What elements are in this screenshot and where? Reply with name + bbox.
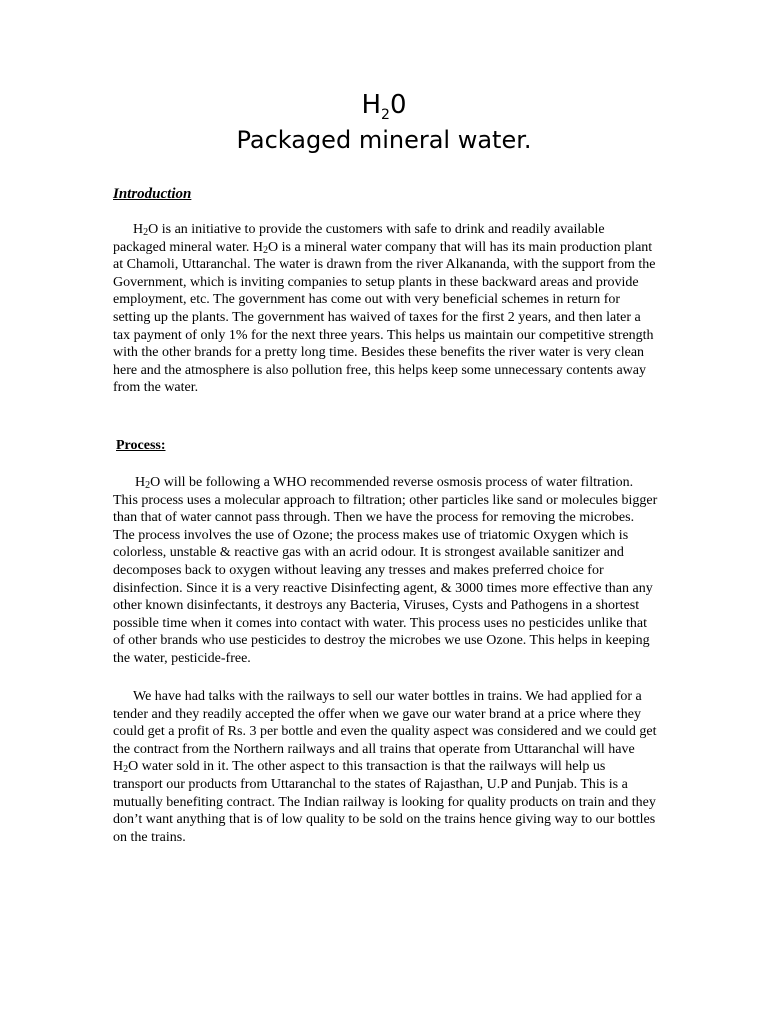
title-suffix: 0 [389, 90, 407, 120]
railways-h2o-sub: 2 [123, 764, 129, 776]
intro-h2o-sub-b: 2 [263, 244, 269, 256]
process-heading: Process: [116, 438, 166, 453]
railways-text-a: We have had talks with the railways to sell our water bottles in trains. We had applied for a tender and they readily accepted the offer when we gave our water brand at a price where they could get a profit of Rs. 3 per bottle and even the quality aspect was considered and we could get the contract from the Northern railways and all trains that operate from Uttaranchal will have H [113, 689, 657, 775]
introduction-heading: Introduction [113, 186, 192, 202]
intro-h2o-sub-a: 2 [143, 227, 149, 238]
process-h2o-sub-a: 2 [145, 480, 151, 491]
document-title [0, 88, 768, 126]
railways-text-b: O water sold in it. The other aspect to this transaction is that the railways will help us transport our products from Uttaranchal to the states of Rajasthan, U.P and Punjab. This is a mutually benefiting contract. The Indian railway is looking for quality products on train and they don’t want anything that is of low quality to be sold on the trains hence giving way to our bottles on the trains. [113, 759, 656, 845]
introduction-paragraph [113, 221, 658, 397]
process-text-a: O will be following a WHO recommended reverse osmosis process of water filtration. This process uses a molecular approach to filtration; other particles like sand or molecules bigger than that of water cannot pass through. Then we have the process for removing the microbes. The process involves the use of Ozone; the process makes use of triatomic Oxygen which is colorless, unstable & reactive gas with an acrid odour. It is strongest available sanitizer and decomposes back to oxygen without leaving any tresses and makes preferred choice for disinfection. Since it is a very reactive Disinfecting agent, & 3000 times more effective than any other known disinfectants, it destroys any Bacteria, Viruses, Cysts and Pathogens in a shortest possible time when it comes into contact with water. This process uses no pesticides unlike that of other brands who use pesticides to destroy the microbes we use Ozone. This helps in keeping the water, pesticide-free. [113, 475, 658, 666]
title-prefix: H [361, 90, 382, 120]
intro-h2o-a: H [133, 222, 144, 237]
railways-paragraph [113, 688, 658, 846]
intro-text-b: O is a mineral water company that will has its main production plant at Chamoli, Uttaranchal. The water is drawn from the river Alkananda, with the support from the Government, which is inviting companies to setup plants in these backward areas and provide employment, etc. The government has come out with very beneficial schemes in return for setting up the plants. The government has waived of taxes for the first 2 years, and then later a tax payment of only 1% for the next three years. This helps us maintain our competitive strength with the other brands for a pretty long time. Besides these benefits the river water is very clean here and the atmosphere is also pollution free, this helps keep some unnecessary contents away from the water. [113, 239, 656, 396]
process-paragraph [113, 474, 658, 668]
process-h2o-a: H [135, 475, 146, 490]
document-subtitle: Packaged mineral water. [236, 126, 532, 154]
intro-text-a: O is an initiative to provide the customers with safe to drink and readily available packaged mineral water. H [113, 222, 605, 255]
title-subscript: 2 [381, 107, 390, 123]
